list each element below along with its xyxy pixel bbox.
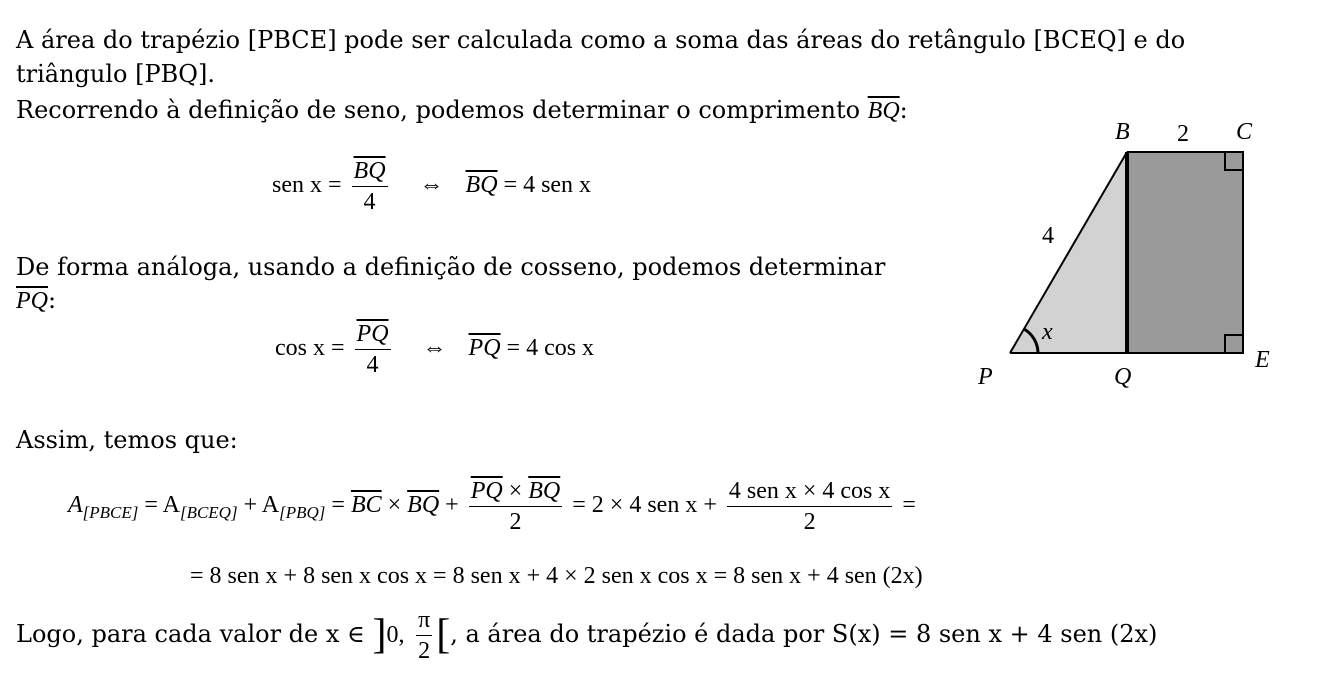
eq1-num: $\overline{BQ}$ — [353, 158, 386, 184]
eq3-fraction-2 — [727, 476, 893, 537]
p5-left-bracket: ] — [372, 612, 387, 658]
p5-num: π — [416, 605, 432, 636]
paragraph-1-line-2: triângulo [PBQ]. — [16, 60, 215, 88]
equation-area-continued: = 8 sen x + 8 sen x cos x = 8 sen x + 4 × 2 sen x cos x = 8 sen x + 4 sen (2x) — [190, 563, 923, 589]
eq3-sub1: [PBCE] — [82, 503, 139, 523]
paragraph-2-colon: : — [899, 96, 908, 124]
eq3-a: A — [68, 492, 83, 519]
eq2-rhs: = 4 cos x — [506, 335, 595, 362]
eq2-fraction — [355, 319, 391, 380]
eq3-fraction-1 — [469, 476, 563, 537]
eq1-fraction — [352, 156, 388, 217]
eq2-den: 4 — [366, 352, 379, 378]
eq1-den: 4 — [363, 189, 376, 215]
p5-text-b: , a área do trapézio é dada por S(x) = 8 sen x + 4 sen (2x) — [450, 620, 1158, 648]
paragraph-3-line-1: De forma análoga, usando a definição de cosseno, podemos determinar — [16, 253, 886, 281]
p5-zero: 0, — [386, 622, 405, 648]
p5-fraction — [416, 605, 432, 666]
eq3-sub2: [BCEQ] — [179, 503, 238, 523]
paragraph-5 — [16, 605, 1157, 666]
eq1-rhs-bq: $\overline{BQ}$ — [465, 172, 498, 199]
eq2-num: $\overline{PQ}$ — [356, 321, 389, 347]
paragraph-2 — [16, 95, 908, 126]
eq3-end: = — [902, 492, 916, 519]
paragraph-2-text: Recorrendo à definição de seno, podemos determinar o comprimento — [16, 96, 868, 124]
eq2-iff: ⇔ — [422, 335, 447, 362]
label-q: Q — [1114, 364, 1132, 390]
equation-area — [68, 476, 916, 537]
eq3-f1-pq: $\overline{PQ}$ — [470, 478, 503, 504]
eq3-eqA: = A — [144, 492, 180, 519]
eq3-f1-times: × — [508, 478, 523, 504]
label-e: E — [1255, 347, 1270, 373]
trapezoid-figure — [960, 110, 1300, 400]
label-p: P — [978, 364, 993, 390]
eq3-sub3: [PBQ] — [279, 503, 326, 523]
eq3-bq: $\overline{BQ}$ — [407, 492, 440, 519]
equation-cosine — [275, 319, 594, 380]
eq1-lhs: sen x = — [272, 172, 342, 199]
segment-bq: $\overline{BQ}$ — [867, 98, 900, 124]
label-b: B — [1115, 119, 1130, 145]
eq3-mid: = 2 × 4 sen x + — [572, 492, 717, 519]
eq3-f1-bq: $\overline{BQ}$ — [528, 478, 561, 504]
eq3-plus1: + — [445, 492, 459, 519]
label-c: C — [1236, 119, 1253, 145]
paragraph-3-line-2 — [16, 285, 56, 316]
eq3-plusA: + A — [243, 492, 280, 519]
paragraph-4: Assim, temos que: — [16, 426, 238, 454]
eq2-rhs-pq: $\overline{PQ}$ — [468, 335, 501, 362]
eq3-bc: $\overline{BC}$ — [350, 492, 382, 519]
label-side-pb: 4 — [1042, 223, 1054, 249]
p5-right-bracket: [ — [436, 612, 451, 658]
paragraph-3-colon: : — [48, 286, 57, 314]
eq3-f1-den: 2 — [509, 509, 522, 535]
eq1-rhs: = 4 sen x — [503, 172, 592, 199]
eq3-f2-num: 4 sen x × 4 cos x — [727, 476, 893, 507]
eq2-lhs: cos x = — [275, 335, 345, 362]
p5-text-a: Logo, para cada valor de x ∈ — [16, 620, 365, 648]
equation-sine — [272, 156, 591, 217]
eq3-times1: × — [387, 492, 402, 519]
paragraph-1-line-1: A área do trapézio [PBCE] pode ser calculada como a soma das áreas do retângulo [BCEQ] e do — [16, 26, 1186, 54]
segment-pq: $\overline{PQ}$ — [16, 288, 48, 314]
eq1-iff: ⇔ — [419, 172, 444, 199]
label-x: x — [1042, 319, 1053, 345]
rectangle-bceq — [1127, 152, 1243, 353]
eq3-f2-den: 2 — [803, 509, 816, 535]
p5-den: 2 — [418, 638, 431, 664]
eq3-eqB: = — [331, 492, 345, 519]
label-side-bc: 2 — [1177, 121, 1189, 147]
